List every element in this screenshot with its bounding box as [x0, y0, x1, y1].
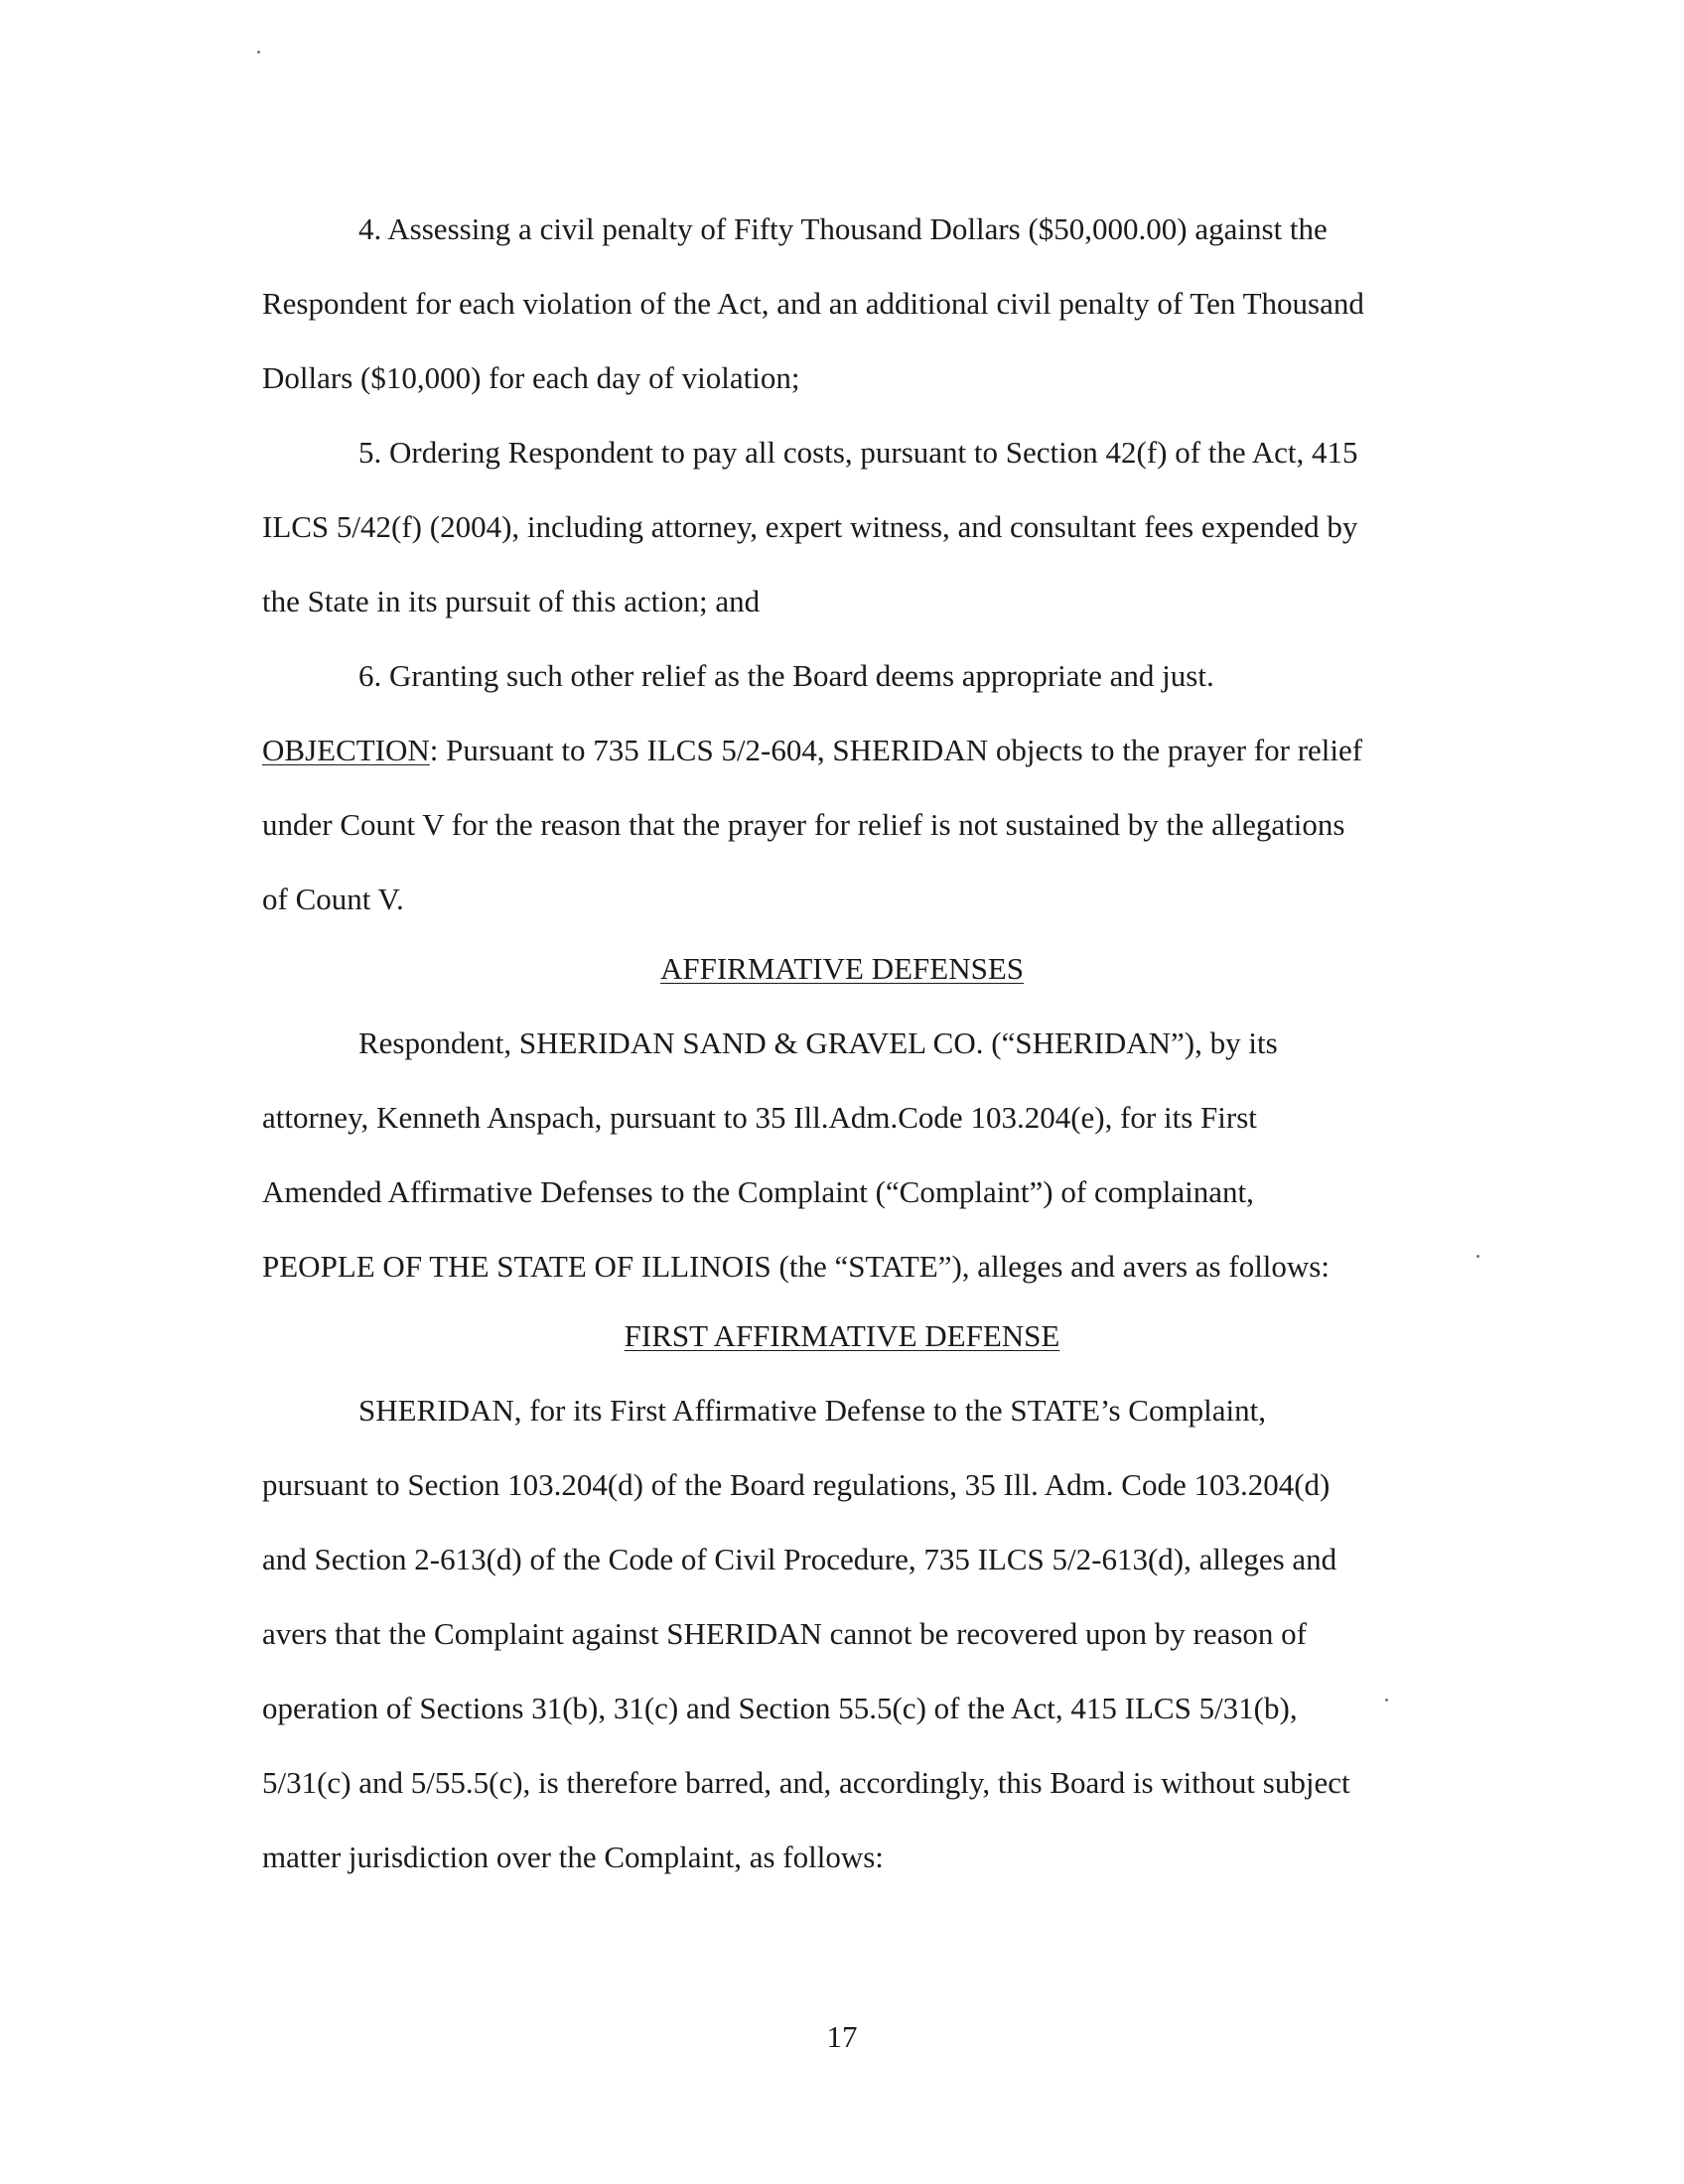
scan-speck	[1385, 1699, 1388, 1702]
paragraph-5-line-1: 5. Ordering Respondent to pay all costs, pursuant to Section 42(f) of the Act, 415	[358, 435, 1358, 470]
defense-line-2: pursuant to Section 103.204(d) of the Board regulations, 35 Ill. Adm. Code 103.204(d)	[262, 1467, 1331, 1502]
defense-line-4: avers that the Complaint against SHERIDAN cannot be recovered upon by reason of	[262, 1616, 1307, 1651]
objection-line-3: of Count V.	[262, 882, 404, 916]
page-number: 17	[826, 2019, 858, 2054]
paragraph-5-line-2: ILCS 5/42(f) (2004), including attorney, expert witness, and consultant fees expended by	[262, 509, 1358, 544]
objection-line-2: under Count V for the reason that the prayer for relief is not sustained by the allegations	[262, 807, 1345, 842]
intro-line-4: PEOPLE OF THE STATE OF ILLINOIS (the “STATE”), alleges and avers as follows:	[262, 1249, 1330, 1284]
intro-line-2: attorney, Kenneth Anspach, pursuant to 35 Ill.Adm.Code 103.204(e), for its First	[262, 1100, 1257, 1135]
first-affirmative-defense-heading-text: FIRST AFFIRMATIVE DEFENSE	[624, 1318, 1060, 1353]
scan-speck	[257, 51, 260, 54]
defense-line-6: 5/31(c) and 5/55.5(c), is therefore barred, and, accordingly, this Board is without subject	[262, 1765, 1350, 1800]
paragraph-4-line-2: Respondent for each violation of the Act, and an additional civil penalty of Ten Thousand	[262, 286, 1364, 321]
defense-line-5: operation of Sections 31(b), 31(c) and Section 55.5(c) of the Act, 415 ILCS 5/31(b),	[262, 1691, 1298, 1725]
intro-line-3: Amended Affirmative Defenses to the Complaint (“Complaint”) of complainant,	[262, 1174, 1254, 1209]
intro-line-1: Respondent, SHERIDAN SAND & GRAVEL CO. (“SHERIDAN”), by its	[358, 1025, 1278, 1060]
scan-speck	[1476, 1255, 1479, 1258]
defense-line-1: SHERIDAN, for its First Affirmative Defense to the STATE’s Complaint,	[358, 1393, 1266, 1428]
defense-line-7: matter jurisdiction over the Complaint, as follows:	[262, 1840, 884, 1874]
paragraph-4-line-3: Dollars ($10,000) for each day of violation;	[262, 360, 800, 395]
objection-label: OBJECTION	[262, 733, 430, 767]
objection-text: : Pursuant to 735 ILCS 5/2-604, SHERIDAN objects to the prayer for relief	[429, 733, 1363, 767]
affirmative-defenses-heading-text: AFFIRMATIVE DEFENSES	[659, 951, 1025, 986]
first-affirmative-defense-heading	[0, 1316, 1684, 1356]
objection-line-1	[262, 731, 1362, 770]
paragraph-6-line-1: 6. Granting such other relief as the Board deems appropriate and just.	[358, 658, 1214, 693]
defense-line-3: and Section 2-613(d) of the Code of Civil Procedure, 735 ILCS 5/2-613(d), alleges and	[262, 1542, 1337, 1576]
affirmative-defenses-heading	[0, 949, 1684, 989]
paragraph-4-line-1: 4. Assessing a civil penalty of Fifty Thousand Dollars ($50,000.00) against the	[358, 211, 1328, 246]
paragraph-5-line-3: the State in its pursuit of this action; and	[262, 584, 761, 618]
